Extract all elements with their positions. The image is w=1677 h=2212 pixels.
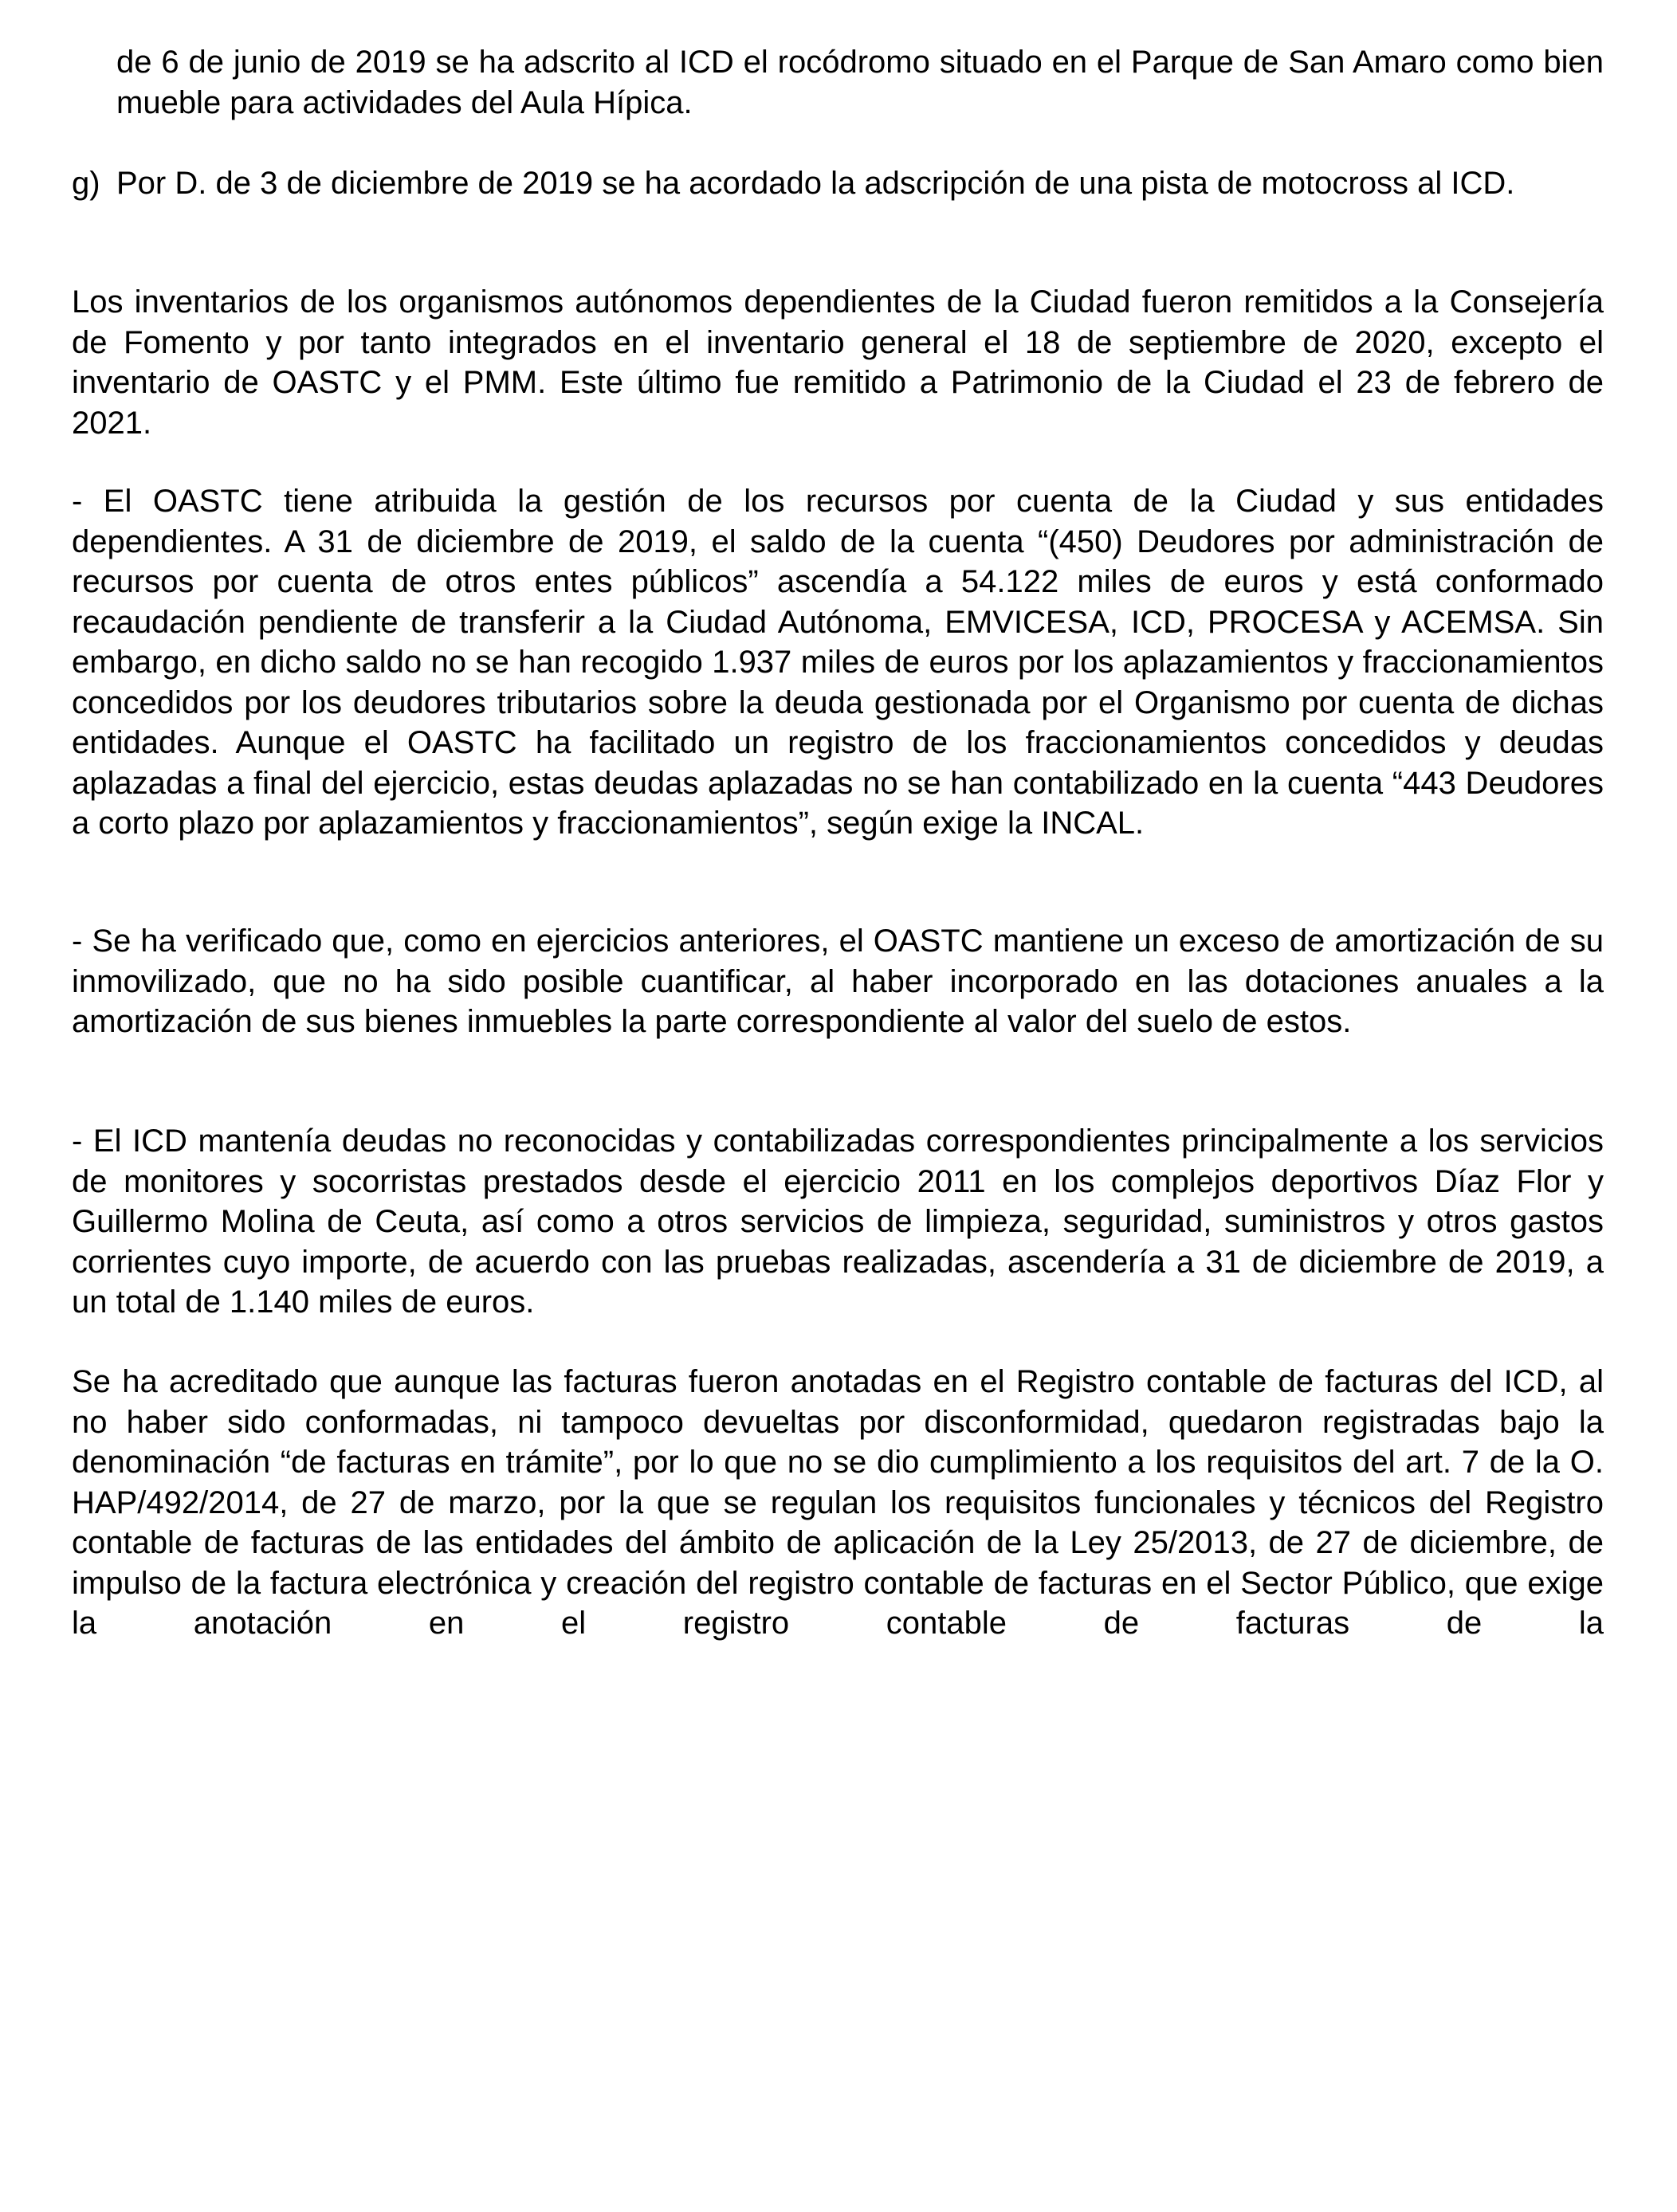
paragraph-facturas-registro: Se ha acreditado que aunque las facturas fueron anotadas en el Registro contable de facturas del ICD, al no haber sido conformadas, ni tampoco devueltas por disconformidad, quedaron registradas bajo la denominación “de facturas en trámite”, por lo que no se dio cumplimiento a los requisitos del art. 7 de la O. HAP/492/2014, de 27 de marzo, por la que se regulan los requisitos funcionales y técnicos del Registro contable de facturas de las entidades del ámbito de aplicación de la Ley 25/2013, de 27 de diciembre, de impulso de la factura electrónica y creación del registro contable de facturas en el Sector Público, que exige la anotación en el registro contable de facturas de la xyxy=(72,1364,1604,1641)
list-marker-g: g) xyxy=(72,166,100,201)
list-item-g: Por D. de 3 de diciembre de 2019 se ha acordado la adscripción de una pista de motocross al ICD. xyxy=(116,166,1515,201)
paragraph-inventarios: Los inventarios de los organismos autónomos dependientes de la Ciudad fueron remitidos a la Consejería de Fomento y por tanto integrados en el inventario general el 18 de septiembre de 2020, excepto el inventario de OASTC y el PMM. Este último fue remitido a Patrimonio de la Ciudad el 23 de febrero de 2021. xyxy=(72,284,1604,441)
list-item-f-continuation: de 6 de junio de 2019 se ha adscrito al ICD el rocódromo situado en el Parque de San Amaro como bien mueble para actividades del Aula Hípica. xyxy=(116,45,1604,120)
paragraph-oastc-amortizacion: - Se ha verificado que, como en ejercicios anteriores, el OASTC mantiene un exceso de amortización de su inmovilizado, que no ha sido posible cuantificar, al haber incorporado en las dotaciones anuales a la amortización de sus bienes inmuebles la parte correspondiente al valor del suelo de estos. xyxy=(72,924,1604,1039)
paragraph-oastc-gestion-recursos: - El OASTC tiene atribuida la gestión de los recursos por cuenta de la Ciudad y sus entidades dependientes. A 31 de diciembre de 2019, el saldo de la cuenta “(450) Deudores por administración de recursos por cuenta de otros entes públicos” ascendía a 54.122 miles de euros y está conformado recaudación pendiente de transferir a la Ciudad Autónoma, EMVICESA, ICD, PROCESA y ACEMSA. Sin embargo, en dicho saldo no se han recogido 1.937 miles de euros por los aplazamientos y fraccionamientos concedidos por los deudores tributarios sobre la deuda gestionada por el Organismo por cuenta de dichas entidades. Aunque el OASTC ha facilitado un registro de los fraccionamientos concedidos y deudas aplazadas a final del ejercicio, estas deudas aplazadas no se han contabilizado en la cuenta “443 Deudores a corto plazo por aplazamientos y fraccionamientos”, según exige la INCAL. xyxy=(72,484,1604,841)
paragraph-icd-deudas: - El ICD mantenía deudas no reconocidas y contabilizadas correspondientes principalmente a los servicios de monitores y socorristas prestados desde el ejercicio 2011 en los complejos deportivos Díaz Flor y Guillermo Molina de Ceuta, así como a otros servicios de limpieza, seguridad, suministros y otros gastos corrientes cuyo importe, de acuerdo con las pruebas realizadas, ascendería a 31 de diciembre de 2019, a un total de 1.140 miles de euros. xyxy=(72,1124,1604,1320)
